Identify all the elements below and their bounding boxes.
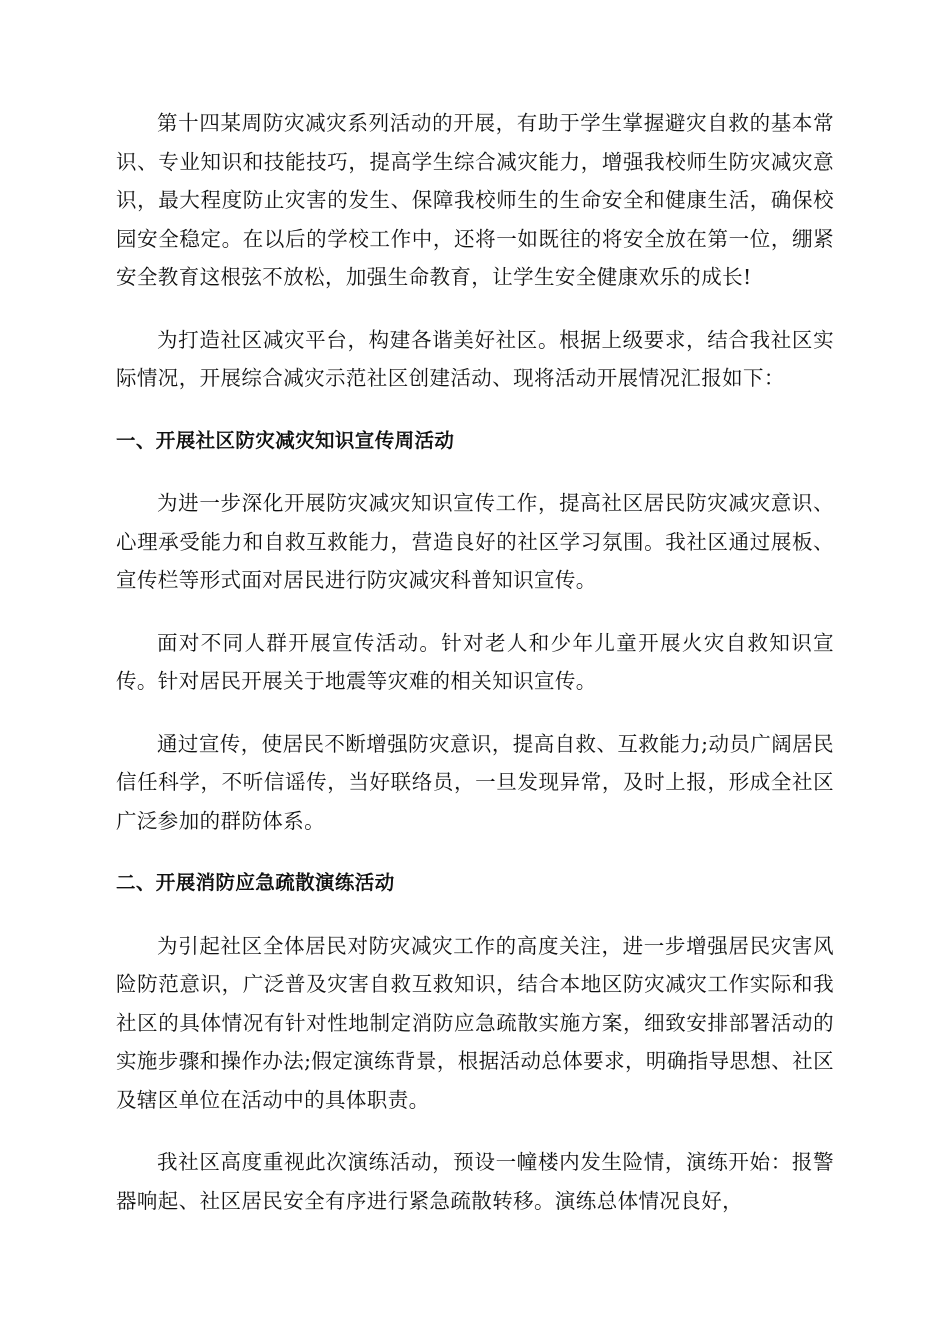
section-1-paragraph-3: 通过宣传，使居民不断增强防灾意识，提高自救、互救能力;动员广阔居民信任科学，不听信谣传，当好联络员，一旦发现异常，及时上报，形成全社区广泛参加的群防体系。 <box>116 731 834 833</box>
section-1-paragraph-1: 为进一步深化开展防灾减灾知识宣传工作，提高社区居民防灾减灾意识、心理承受能力和自救互救能力，营造良好的社区学习氛围。我社区通过展板、宣传栏等形式面对居民进行防灾减灾科普知识宣传。 <box>116 491 834 592</box>
document-page <box>116 104 834 1244</box>
section-2-paragraph-2: 我社区高度重视此次演练活动，预设一幢楼内发生险情，演练开始：报警器响起、社区居民安全有序进行紧急疏散转移。演练总体情况良好， <box>116 1150 834 1213</box>
intro-paragraph-2: 为打造社区减灾平台，构建各谐美好社区。根据上级要求，结合我社区实际情况，开展综合减灾示范社区创建活动、现将活动开展情况汇报如下： <box>116 327 834 390</box>
section-1-heading: 一、开展社区防灾减灾知识宣传周活动 <box>116 428 455 452</box>
intro-paragraph-1: 第十四某周防灾减灾系列活动的开展，有助于学生掌握避灾自救的基本常识、专业知识和技能技巧，提高学生综合减灾能力，增强我校师生防灾减灾意识，最大程度防止灾害的发生、保障我校师生的生命安全和健康生活，确保校园安全稳定。在以后的学校工作中，还将一如既往的将安全放在第一位，绷紧安全教育这根弦不放松，加强生命教育，让学生安全健康欢乐的成长! <box>116 111 834 289</box>
section-2-paragraph-1: 为引起社区全体居民对防灾减灾工作的高度关注，进一步增强居民灾害风险防范意识，广泛普及灾害自救互救知识，结合本地区防灾减灾工作实际和我社区的具体情况有针对性地制定消防应急疏散实施方案，细致安排部署活动的实施步骤和操作办法;假定演练背景，根据活动总体要求，明确指导思想、社区及辖区单位在活动中的具体职责。 <box>116 933 834 1112</box>
section-2-heading: 二、开展消防应急疏散演练活动 <box>116 871 395 894</box>
section-1-paragraph-2: 面对不同人群开展宣传活动。针对老人和少年儿童开展火灾自救知识宣传。针对居民开展关于地震等灾难的相关知识宣传。 <box>116 630 834 693</box>
